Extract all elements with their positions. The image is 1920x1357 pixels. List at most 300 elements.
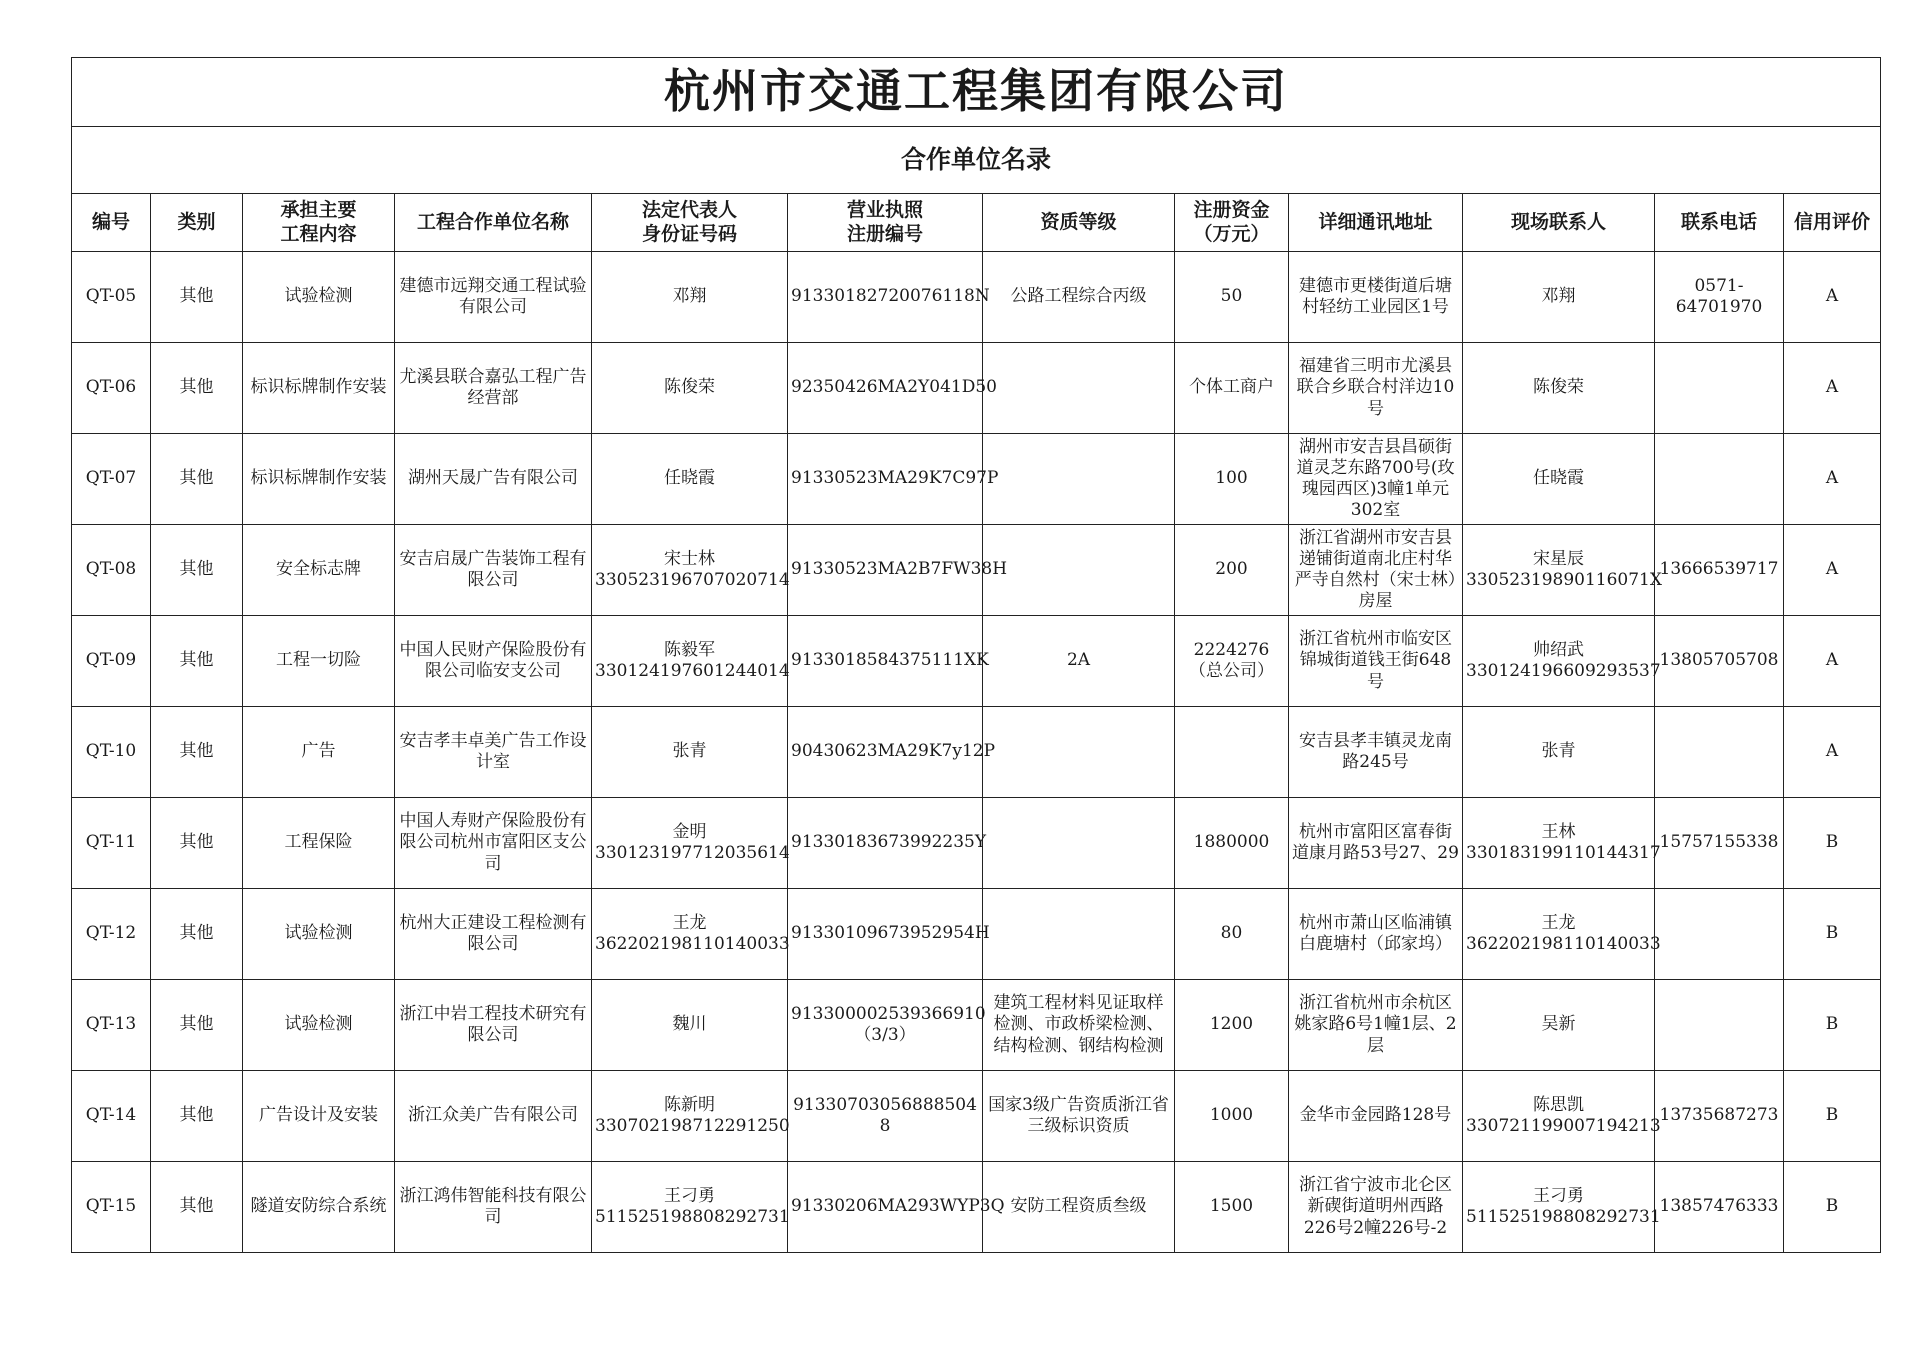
cell-company [395,980,592,1071]
column-header-line: 信用评价 [1794,210,1871,233]
capital-value: 1500 [1209,1196,1254,1217]
cell-category [151,434,243,525]
cell-phone [1655,616,1784,707]
legal-rep-id: 330702198712291250 [595,1116,790,1136]
table-row [72,525,1881,616]
legal-rep-name: 陈新明 [664,1094,715,1115]
cell-capital [1175,525,1289,616]
rating-text: A [1825,286,1839,307]
legal-rep-name: 张青 [672,741,707,762]
cell-legal-rep [592,434,788,525]
legal-rep-name: 王刁勇 [664,1185,715,1206]
cell-license [788,343,997,434]
capital-value: 2224276 [1193,639,1270,660]
cell-code [72,798,151,889]
cell-phone [1655,343,1784,434]
cell-category [151,616,243,707]
cell-category [151,1071,243,1162]
legal-rep-id: 362202198110140033 [595,934,790,954]
cell-qualification [983,434,1175,525]
cell-rating [1784,980,1881,1071]
cell-company [395,616,592,707]
column-header-capital [1175,194,1289,252]
code-text: QT-10 [85,741,137,762]
cell-rating [1784,889,1881,980]
cell-capital [1175,889,1289,980]
column-header-line: 注册编号 [846,222,923,245]
column-header-row [72,194,1881,252]
cell-category [151,343,243,434]
company-name-text: 浙江中岩工程技术研究有限公司 [399,1003,587,1045]
cell-rating [1784,1162,1881,1253]
phone-text: 13735687273 [1659,1105,1779,1126]
company-name-text: 浙江鸿伟智能科技有限公司 [399,1185,587,1227]
cell-scope [243,707,395,798]
capital-value: 100 [1215,468,1248,489]
category-text: 其他 [179,923,214,944]
contact-name: 张青 [1541,741,1576,762]
rating-text: A [1825,468,1839,489]
capital-value: 50 [1220,286,1243,307]
legal-rep-name: 任晓霞 [664,468,715,489]
cell-capital [1175,434,1289,525]
cell-company [395,434,592,525]
column-header-line: 工程内容 [280,222,357,245]
cell-address [1289,1071,1463,1162]
cell-legal-rep [592,616,788,707]
cell-license [788,525,1008,616]
cell-legal-rep [592,798,788,889]
category-text: 其他 [179,1014,214,1035]
phone-text: 0571-64701970 [1675,275,1763,317]
cell-capital [1175,980,1289,1071]
column-header-line: （万元） [1193,222,1270,245]
cell-legal-rep [592,1162,788,1253]
address-text: 浙江省宁波市北仑区新碶街道明州西路226号2幢226号-2 [1299,1175,1452,1238]
cell-address [1289,252,1463,343]
cell-qualification [983,798,1175,889]
cell-code [72,980,151,1071]
cell-legal-rep [592,889,788,980]
rating-text: B [1825,923,1839,944]
company-name-text: 建德市远翔交通工程试验有限公司 [399,275,587,317]
column-header-category [151,194,243,252]
cell-phone [1655,252,1784,343]
cell-scope [243,1071,395,1162]
cell-contact [1463,889,1661,980]
scope-text: 广告 [301,741,336,762]
cell-rating [1784,616,1881,707]
address-text: 杭州市萧山区临浦镇 白鹿塘村（邱家坞） [1299,912,1469,954]
category-text: 其他 [179,832,214,853]
contact-name: 陈思凯 [1533,1094,1584,1115]
cell-phone [1655,707,1784,798]
contact-id: 330721199007194213 [1466,1116,1661,1136]
column-header-phone [1655,194,1784,252]
cell-phone [1655,798,1784,889]
phone-text: 13666539717 [1659,559,1779,580]
cell-address [1289,1162,1463,1253]
cell-address [1289,980,1463,1071]
phone-text: 13805705708 [1659,650,1779,671]
table-row [72,252,1881,343]
cell-license [788,616,989,707]
license-number: 91330183673992235Y [791,832,987,853]
cell-legal-rep [592,980,788,1071]
cell-scope [243,525,395,616]
cell-scope [243,434,395,525]
cell-company [395,525,592,616]
column-header-contact [1463,194,1655,252]
cell-capital [1175,343,1289,434]
category-text: 其他 [179,377,214,398]
contact-name: 王刁勇 [1533,1185,1584,1206]
category-text: 其他 [179,1105,214,1126]
license-number: 91330523MA29K7C97P [791,468,999,489]
contact-name: 邓翔 [1541,286,1576,307]
column-header-line: 编号 [91,210,130,233]
code-text: QT-15 [85,1196,137,1217]
column-header-line: 类别 [177,210,216,233]
cell-qualification [983,1071,1175,1162]
table-row [72,707,1881,798]
scope-text: 试验检测 [284,1014,353,1035]
cell-qualification [983,343,1175,434]
qualification-text: 国家3级广告资质浙江省三级标识资质 [988,1094,1169,1136]
address-text: 浙江省湖州市安吉县递铺街道南北庄村华严寺自然村（宋士林）房屋 [1294,527,1457,612]
cell-address [1289,889,1469,980]
code-text: QT-09 [85,650,137,671]
scope-text: 标识标牌制作安装 [250,468,387,489]
table-row [72,343,1881,434]
column-header-line: 身份证号码 [641,222,737,245]
table-row [72,434,1881,525]
cell-contact [1463,252,1655,343]
cell-code [72,889,151,980]
capital-value: 200 [1215,559,1248,580]
phone-text: 15757155338 [1659,832,1779,853]
cell-phone [1655,1162,1784,1253]
license-number: 91330109673952954H [791,923,990,944]
company-title: 杭州市交通工程集团有限公司 [72,58,1881,127]
address-text: 杭州市富阳区富春街道康月路53号27、29 [1292,821,1459,863]
code-text: QT-08 [85,559,137,580]
rating-text: A [1825,741,1839,762]
cell-capital [1175,616,1289,707]
cell-qualification [983,525,1175,616]
cell-contact [1463,434,1655,525]
cell-company [395,889,592,980]
cell-company [395,1162,592,1253]
cell-rating [1784,434,1881,525]
cell-address [1289,616,1463,707]
address-text: 湖州市安吉县昌硕街道灵芝东路700号(玫瑰园西区)3幢1单元302室 [1296,436,1455,521]
scope-text: 工程一切险 [276,650,361,671]
contact-name: 陈俊荣 [1533,377,1584,398]
cell-capital [1175,707,1289,798]
column-header-address [1289,194,1463,252]
contact-id: 511525198808292731 [1466,1207,1661,1227]
license-number: 91330703056888504​8 [793,1094,977,1136]
cell-capital [1175,1162,1289,1253]
column-header-code [72,194,151,252]
category-text: 其他 [179,1196,214,1217]
cell-code [72,1162,151,1253]
rating-text: A [1825,377,1839,398]
cell-code [72,616,151,707]
scope-text: 工程保险 [284,832,353,853]
code-text: QT-12 [85,923,137,944]
contact-name: 帅绍武 [1533,639,1584,660]
cell-company [395,1071,592,1162]
capital-note: （总公司） [1189,661,1274,681]
column-header-line: 承担主要 [280,198,357,221]
contact-name: 宋星辰 [1533,548,1584,569]
partner-directory-table [71,57,1881,1253]
category-text: 其他 [179,650,214,671]
cell-license [788,1071,983,1162]
cell-legal-rep [592,252,788,343]
column-header-line: 现场联系人 [1510,210,1606,233]
cell-company [395,252,592,343]
cell-company [395,798,592,889]
company-name-text: 浙江众美广告有限公司 [408,1105,578,1126]
cell-phone [1655,434,1784,525]
cell-phone [1655,1071,1784,1162]
cell-license [788,889,990,980]
capital-value: 80 [1220,923,1243,944]
capital-value: 1880000 [1193,832,1270,853]
legal-rep-id: 511525198808292731 [595,1207,790,1227]
company-name-text: 中国人民财产保险股份有限公司临安支公司 [399,639,587,681]
cell-qualification [983,252,1175,343]
cell-code [72,252,151,343]
cell-code [72,1071,151,1162]
cell-contact [1463,343,1655,434]
contact-name: 任晓霞 [1533,468,1584,489]
rating-text: B [1825,1196,1839,1217]
cell-qualification [983,707,1175,798]
rating-text: A [1825,559,1839,580]
list-title-row [72,127,1881,194]
license-number: 91330206MA293WYP3Q [791,1196,1005,1217]
cell-capital [1175,252,1289,343]
qualification-text: 安防工程资质叁级 [1010,1196,1147,1217]
cell-contact [1463,798,1661,889]
address-text: 安吉县孝丰镇灵龙南路245号 [1299,730,1452,772]
cell-address [1289,798,1463,889]
license-number: 91330182720076118N [791,286,990,307]
license-note: （3/3） [854,1025,916,1045]
cell-rating [1784,707,1881,798]
table-row [72,798,1881,889]
cell-scope [243,889,395,980]
address-text: 金华市金园路128号 [1299,1105,1452,1126]
column-header-line: 工程合作单位名称 [416,210,569,233]
license-number: 90430623MA29K7y12P [791,741,996,762]
cell-code [72,434,151,525]
cell-license [788,980,986,1071]
code-text: QT-13 [85,1014,137,1035]
rating-text: B [1825,832,1839,853]
license-number: 913300002539366910 [791,1003,986,1024]
scope-text: 试验检测 [284,286,353,307]
cell-qualification [983,1162,1175,1253]
contact-id: 330124196609293537 [1466,661,1661,681]
contact-id: 33052319890116071X [1466,570,1662,590]
cell-scope [243,798,395,889]
scope-text: 广告设计及安装 [259,1105,378,1126]
category-text: 其他 [179,468,214,489]
company-name-text: 安吉启晟广告装饰工程有限公司 [399,548,587,590]
cell-category [151,252,243,343]
category-text: 其他 [179,286,214,307]
rating-text: B [1825,1014,1839,1035]
column-header-line: 资质等级 [1040,210,1117,233]
column-header-scope [243,194,395,252]
legal-rep-name: 陈毅军 [664,639,715,660]
cell-legal-rep [592,1071,788,1162]
column-header-line: 法定代表人 [641,198,737,221]
legal-rep-id: 330124197601244014 [595,661,790,681]
cell-code [72,707,151,798]
cell-company [395,343,592,434]
cell-category [151,707,243,798]
scope-text: 安全标志牌 [276,559,361,580]
legal-rep-name: 陈俊荣 [664,377,715,398]
table-row [72,1071,1881,1162]
cell-license [788,1162,1005,1253]
cell-address [1289,343,1469,434]
scope-text: 试验检测 [284,923,353,944]
contact-id: 330183199110144317 [1466,843,1661,863]
address-text: 浙江省杭州市临安区锦城街道钱王街648号 [1299,629,1452,692]
legal-rep-id: 330123197712035614 [595,843,790,863]
company-name-text: 杭州大正建设工程检测有限公司 [399,912,587,954]
contact-name: 吴新 [1541,1014,1576,1035]
rating-text: A [1825,650,1839,671]
company-name-text: 湖州天晟广告有限公司 [408,468,578,489]
qualification-text: 公路工程综合丙级 [1010,286,1147,307]
legal-rep-name: 魏川 [672,1014,707,1035]
rating-text: B [1825,1105,1839,1126]
column-header-company [395,194,592,252]
cell-phone [1655,525,1784,616]
column-header-line: 注册资金 [1193,198,1270,221]
cell-contact [1463,707,1655,798]
legal-rep-name: 王龙 [672,912,707,933]
cell-license [788,252,990,343]
column-header-legal-rep [592,194,788,252]
cell-capital [1175,798,1289,889]
capital-value: 1000 [1209,1105,1254,1126]
license-number: 9133018584375111XK [791,650,989,671]
scope-text: 隧道安防综合系统 [250,1196,387,1217]
phone-text: 13857476333 [1659,1196,1779,1217]
company-name-text: 尤溪县联合嘉弘工程广告经营部 [399,366,587,408]
cell-scope [243,1162,395,1253]
column-header-line: 详细通讯地址 [1318,210,1433,233]
cell-qualification [983,980,1175,1071]
cell-rating [1784,1071,1881,1162]
column-header-rating [1784,194,1881,252]
cell-qualification [983,616,1175,707]
column-header-line: 联系电话 [1680,210,1757,233]
scope-text: 标识标牌制作安装 [250,377,387,398]
license-number: 91330523MA2B7FW38H [791,559,1008,580]
company-name-text: 中国人寿财产保险股份有限公司杭州市富阳区支公司 [399,811,587,874]
legal-rep-name: 宋士林 [664,548,715,569]
column-header-license [788,194,983,252]
cell-scope [243,343,395,434]
cell-contact [1463,616,1661,707]
cell-contact [1463,1071,1661,1162]
contact-name: 王龙 [1541,912,1576,933]
column-header-qualification [983,194,1175,252]
cell-category [151,798,243,889]
table-row [72,1162,1881,1253]
cell-legal-rep [592,525,788,616]
address-text: 建德市更楼街道后塘村轻纺工业园区1号 [1299,275,1452,317]
cell-category [151,980,243,1071]
cell-category [151,889,243,980]
table-row [72,980,1881,1071]
cell-category [151,525,243,616]
code-text: QT-11 [85,832,137,853]
code-text: QT-14 [85,1105,137,1126]
cell-capital [1175,1071,1289,1162]
cell-code [72,525,151,616]
company-name-text: 安吉孝丰卓美广告工作设计室 [399,730,587,772]
code-text: QT-06 [85,377,137,398]
cell-phone [1655,980,1784,1071]
category-text: 其他 [179,741,214,762]
cell-license [788,434,999,525]
cell-contact [1463,525,1662,616]
code-text: QT-05 [85,286,137,307]
cell-rating [1784,252,1881,343]
table-row [72,889,1881,980]
cell-address [1289,707,1463,798]
capital-value: 个体工商户 [1189,377,1274,398]
qualification-text: 2A [1066,650,1091,671]
list-title: 合作单位名录 [72,127,1881,194]
cell-rating [1784,343,1881,434]
cell-address [1289,525,1463,616]
cell-company [395,707,592,798]
table-row [72,616,1881,707]
cell-scope [243,616,395,707]
cell-scope [243,252,395,343]
legal-rep-name: 金明 [672,821,707,842]
cell-license [788,798,987,889]
cell-category [151,1162,243,1253]
company-title-row [72,58,1881,127]
qualification-text: 建筑工程材料见证取样检测、市政桥梁检测、结构检测、钢结构检测 [993,993,1164,1056]
column-header-line: 营业执照 [846,198,923,221]
cell-rating [1784,525,1881,616]
cell-code [72,343,151,434]
cell-legal-rep [592,707,788,798]
legal-rep-name: 邓翔 [672,286,707,307]
address-text: 福建省三明市尤溪县 联合乡联合村洋边10号 [1296,356,1469,419]
cell-rating [1784,798,1881,889]
contact-name: 王林 [1541,821,1576,842]
code-text: QT-07 [85,468,137,489]
cell-qualification [983,889,1175,980]
cell-phone [1655,889,1784,980]
address-text: 浙江省杭州市余杭区姚家路6号1幢1层、2层 [1294,993,1457,1056]
